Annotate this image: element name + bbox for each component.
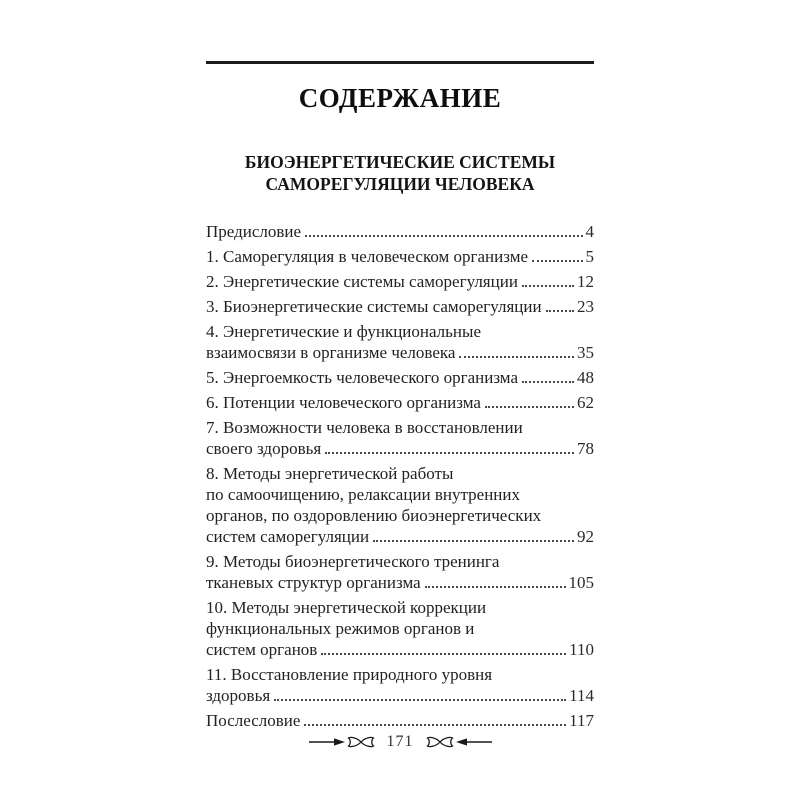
toc-entry-text: своего здоровья [206,439,322,458]
toc-entry-lastline [206,392,594,413]
toc-entry [206,463,594,547]
toc-page-number: 23 [577,297,594,316]
toc-entry-text: здоровья [206,686,271,705]
toc-leader-dots [532,260,582,262]
toc-entry-lastline [206,296,594,317]
toc-entry-text: 5. Энергоемкость человеческого организма [206,368,518,387]
toc-leader-dots [304,724,566,726]
toc-leader-dots [325,452,574,454]
toc-entry-text: 2. Энергетические системы саморегуляции [206,272,518,291]
toc-page-number: 12 [577,272,594,291]
toc-page-number: 4 [585,222,594,241]
page-title: СОДЕРЖАНИЕ [298,83,502,113]
toc-entry-text: 1. Саморегуляция в человеческом организме [206,247,529,266]
toc-entry-text: Предисловие [206,222,302,241]
toc-entry-text: 10. Методы энергетической коррекции [206,598,487,617]
toc-entry-text: по самоочищению, релаксации внутренних [206,485,520,504]
toc-page-number: 35 [577,343,594,362]
toc-entry-text: Послесловие [206,711,301,730]
toc-page-number: 48 [577,368,594,387]
toc-entry [206,597,594,660]
toc-entry [206,221,594,242]
toc-entry-text: 7. Возможности человека в восстановлении [206,418,523,437]
header-rule [206,61,594,64]
toc-entry [206,296,594,317]
toc-entry [206,246,594,267]
toc-entry-text: органов, по оздоровлению биоэнергетических [206,506,542,525]
section-title-line-1: БИОЭНЕРГЕТИЧЕСКИЕ СИСТЕМЫ [244,152,556,172]
toc-entry-text: систем органов [206,640,318,659]
toc-page-number: 105 [568,573,594,592]
toc-entry-text: 3. Биоэнергетические системы саморегуляции [206,297,542,316]
toc-leader-dots [546,310,574,312]
toc-entry-lastline [206,526,594,547]
toc-entry-text: функциональных режимов органов и [206,619,475,638]
toc-list [206,221,594,731]
toc-entry-text: 8. Методы энергетической работы [206,464,454,483]
section-title-line-2: САМОРЕГУЛЯЦИИ ЧЕЛОВЕКА [265,174,535,194]
toc-entry [206,321,594,363]
toc-entry-lastline [206,685,594,706]
toc-leader-dots [485,406,574,408]
toc-page-number: 78 [577,439,594,458]
toc-entry-lastline [206,271,594,292]
section-title [206,151,594,195]
toc-leader-dots [321,653,566,655]
toc-entry [206,271,594,292]
toc-entry-text: систем саморегуляции [206,527,370,546]
toc-entry-lastline [206,246,594,267]
toc-entry [206,367,594,388]
page-footer [0,733,800,751]
toc-page-number: 114 [569,686,594,705]
arrow-ribbon-ornament-right-icon [426,735,492,749]
toc-entry [206,392,594,413]
toc-entry-text: взаимосвязи в организме человека [206,343,456,362]
toc-leader-dots [274,699,566,701]
page-content [206,0,594,731]
toc-entry [206,664,594,706]
toc-entry-text: 4. Энергетические и функциональные [206,322,481,341]
toc-entry-text: 11. Восстановление природного уровня [206,665,493,684]
toc-entry-text: тканевых структур организма [206,573,421,592]
toc-entry [206,551,594,593]
arrow-ribbon-ornament-left-icon [309,735,375,749]
footer-page-number: 171 [386,733,414,750]
toc-entry-lastline [206,342,594,363]
toc-leader-dots [522,381,574,383]
toc-entry-lastline [206,367,594,388]
toc-entry-lastline [206,221,594,242]
toc-entry [206,417,594,459]
toc-leader-dots [305,235,582,237]
toc-leader-dots [522,285,574,287]
toc-entry-lastline [206,639,594,660]
toc-entry-text: 9. Методы биоэнергетического тренинга [206,552,500,571]
toc-entry [206,710,594,731]
toc-page-number: 117 [569,711,594,730]
toc-page-number: 5 [585,247,594,266]
toc-entry-lastline [206,710,594,731]
toc-leader-dots [373,540,574,542]
toc-leader-dots [425,586,566,588]
toc-entry-lastline [206,572,594,593]
toc-entry-lastline [206,438,594,459]
toc-leader-dots [459,356,574,358]
toc-page-number: 62 [577,393,594,412]
toc-entry-text: 6. Потенции человеческого организма [206,393,481,412]
toc-page-number: 92 [577,527,594,546]
toc-page-number: 110 [569,640,594,659]
